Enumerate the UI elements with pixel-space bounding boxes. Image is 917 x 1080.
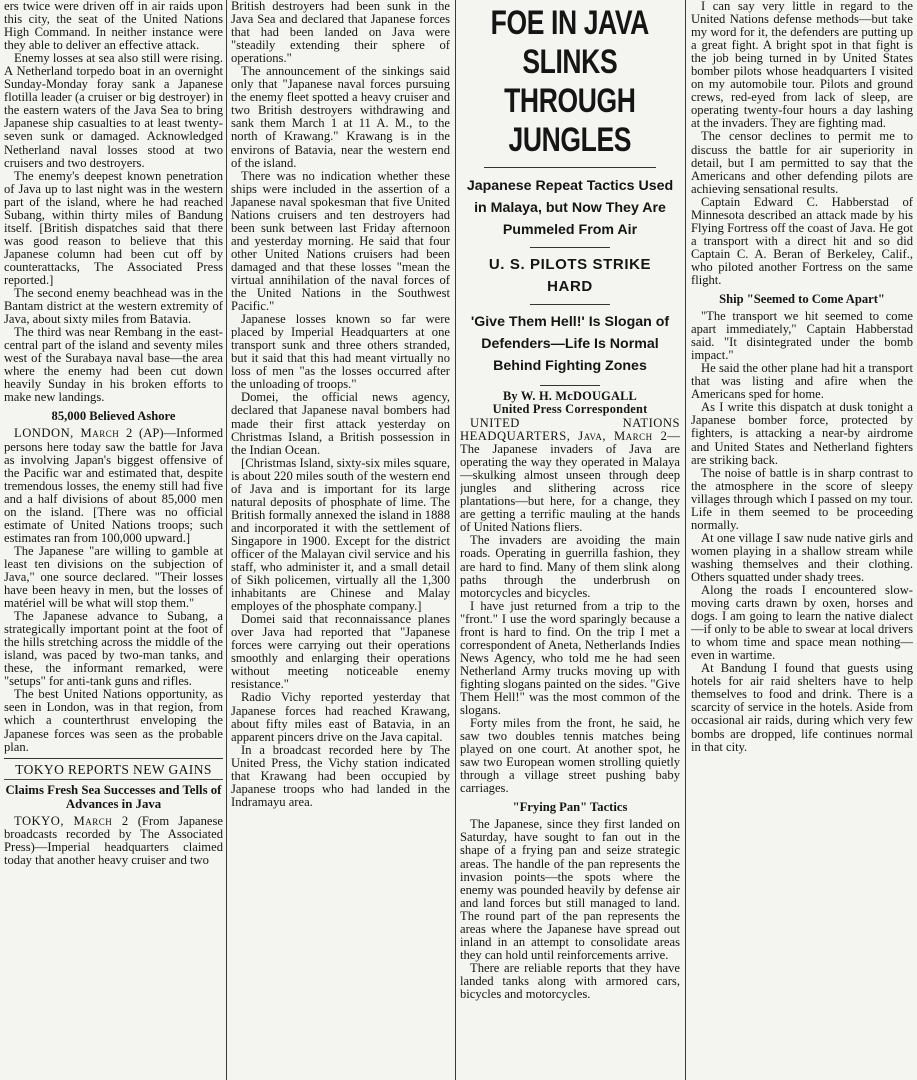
paragraph: He said the other plane had hit a transport that was listing and afire when the Americans sped for home. xyxy=(691,361,913,402)
paragraph: Domei said that reconnaissance planes over Java had reported that "Japanese forces were carrying out their operations smoothly and enlarging their operations without meeting noticeable enemy resistance." xyxy=(231,612,450,692)
paragraph: The enemy's deepest known penetration of Java up to last night was in the western part of the island, where he had reached Subang, within thirty miles of Bandung itself. [British dispatches said that there was good reason to believe that this Japanese column had been cut off by counterattacks, The Associated Press reported.] xyxy=(4,168,223,287)
paragraph: Captain Edward C. Habberstad of Minnesota described an attack made by his Flying Fortress off the coast of Java. He got a transport with a direct hit and so did Captain C. A. Beran of Berkeley, Calif., who piloted another Fortress on the same flight. xyxy=(691,194,913,287)
divider xyxy=(530,304,610,305)
paragraph: The invaders are avoiding the main roads. Operating in guerrilla fashion, they are hard to find. Many of them slink along paths through the underbrush on motorcycles and bicycles. xyxy=(460,533,680,600)
deck-1: Japanese Repeat Tactics Used in Malaya, but Now They Are Pummeled From Air xyxy=(466,178,674,238)
section-headline: TOKYO REPORTS NEW GAINS xyxy=(4,758,223,777)
paragraph: I have just returned from a trip to the "front." I use the word sparingly because a front is hard to find. On the trip I met a correspondent of Aneta, Netherlands Indies News Agency, who told me he had seen Netherland Army trucks moving up with fighting slogans painted on the sides. "Give Them Hell!" was the most common of the slogans. xyxy=(460,598,680,718)
dateline-text: (From Japanese broadcasts recorded by The Associated Press)—Imperial headquarters claimed today that another heavy cruiser and two xyxy=(4,813,223,867)
paragraph: British destroyers had been sunk in the Java Sea and declared that Japanese forces that had been landed on Java were "steadily extending their sphere of operations." xyxy=(231,0,450,66)
dateline-text: —The Japanese invaders of Java are operating the way they operated in Malaya—skulking almost unseen through deep jungles and slithering across rice plantations—but here, for a change, they are getting a terrific mauling at the hands of United Nations fliers. xyxy=(460,429,680,535)
paragraph: There was no indication whether these ships were included in the assertion of a Japanese naval spokesman that five United Nations cruisers and ten destroyers had been sunk between last Friday afternoon and yesterday morning. He said that four other United Nations cruisers had been damaged and that these losses "mean the virtual annihilation of the naval forces of the United Nations in the Southwest Pacific." xyxy=(231,168,450,314)
column-rule xyxy=(226,0,227,1080)
paragraph: "The transport we hit seemed to come apart immediately," Captain Habberstad said. "It disintegrated under the bomb impact." xyxy=(691,309,913,363)
dateline-paragraph xyxy=(4,427,223,544)
divider xyxy=(484,167,656,168)
paragraph: There are reliable reports that they have landed tanks along with armored cars, bicycles and motorcycles. xyxy=(460,960,680,1001)
paragraph: Domei, the official news agency, declared that Japanese naval bombers had made their first attack yesterday on Christmas Island, a British possession in the Indian Ocean. xyxy=(231,390,450,457)
column-3 xyxy=(460,0,680,1080)
column-2 xyxy=(231,0,450,1080)
paragraph: ers twice were driven off in air raids upon this city, the seat of the United Nations High Command. In neither instance were they able to deliver an effective attack. xyxy=(4,0,223,53)
paragraph: The Japanese advance to Subang, a strategically important point at the foot of the hills stretching across the middle of the island, was paced by two-man tanks, and these, the informant remarked, were "setups" for anti-tank guns and rifles. xyxy=(4,609,223,689)
byline: By W. H. McDOUGALL xyxy=(502,389,638,403)
dateline: TOKYO, March 2 xyxy=(14,813,129,828)
dateline: UNITED NATIONS HEADQUARTERS, Java, March 2 xyxy=(460,416,680,444)
column-1 xyxy=(4,0,223,1080)
paragraph: The Japanese, since they first landed on Saturday, have sought to fan out in the shape of a frying pan and seize strategic areas. The handle of the pan represents the invasion points—the spots where the enemy was pounded heavily by defense air and land forces but still managed to land. The round part of the pan represents the areas where the Japanese have spread out inland in an attempt to consolidate areas they can hold until reinforcements arrive. xyxy=(460,817,680,962)
dateline: LONDON, March 2 xyxy=(14,426,133,441)
paragraph: In a broadcast recorded here by The United Press, the Vichy station indicated that Krawang had been occupied by Japanese troops who had landed in the Indramayu area. xyxy=(231,742,450,809)
paragraph: As I write this dispatch at dusk tonight a Japanese bomber force, protected by fighters, is attacking a near-by airdrome and United States and Netherland fighters are striking back. xyxy=(691,400,913,467)
dateline-paragraph xyxy=(4,815,223,867)
paragraph: The second enemy beachhead was in the Bantam district at the western extremity of Java, about sixty miles from Batavia. xyxy=(4,286,223,327)
paragraph: The Japanese "are willing to gamble at least ten divisions on the subjection of Java," one source declared. "Their losses have been heavy in men, but the losses of matériel will be what will stop them." xyxy=(4,543,223,611)
paragraph: The censor declines to permit me to discuss the battle for air superiority in detail, but I am permitted to say that the Americans and other defending pilots are achieving sensational results. xyxy=(691,129,913,196)
paragraph: Forty miles from the front, he said, he saw two doubles tennis matches being played on one court. At another spot, he saw two European women strolling quietly through a village street pushing baby carriages. xyxy=(460,716,680,796)
paragraph: Along the roads I encountered slow-moving carts drawn by oxen, horses and dogs. I am going to learn the native dialect—if only to be able to swear at local drivers to whom time and space mean nothing—even in wartime. xyxy=(691,583,913,663)
column-4 xyxy=(691,0,913,1080)
subheading: 85,000 Believed Ashore xyxy=(51,409,176,424)
dateline-paragraph xyxy=(460,417,680,534)
divider xyxy=(530,247,610,248)
paragraph: I can say very little in regard to the United Nations defense methods—but take my word for it, the defenders are putting up a great fight. A bright spot in that fight is the job being turned in by United States bomber pilots whose headquarters I visited on my automobile tour. Pilots and ground crews, red-eyed from lack of sleep, are operating twenty-four hours a day lashing at the invaders. They are fighting mad. xyxy=(691,0,913,131)
subheading: "Frying Pan" Tactics xyxy=(512,800,628,815)
paragraph: Radio Vichy reported yesterday that Japanese forces had reached Krawang, about fifty miles east of Batavia, in an apparent pincers drive on the Java capital. xyxy=(231,690,450,744)
divider xyxy=(540,385,600,386)
paragraph: [Christmas Island, sixty-six miles square, is about 220 miles south of the western end of Java and is important for its large natural deposits of phosphate of lime. The British formally annexed the island in 1888 and incorporated it with the settlement of Singapore in 1900. Except for the district officer of the Malayan civil service and his staff, who administer it, and a small detail of Sikh policemen, virtually all the 1,300 inhabitants are Chinese and Malay employes of the phosphate company.] xyxy=(231,455,450,614)
main-headline: FOE IN JAVA SLINKS THROUGH JUNGLES xyxy=(490,4,650,159)
deck-2: U. S. PILOTS STRIKE HARD xyxy=(488,256,652,295)
paragraph: The best United Nations opportunity, as seen in London, was in that region, from which a counterthrust enveloping the Japanese forces was seen as the probable plan. xyxy=(4,687,223,754)
column-rule xyxy=(685,0,686,1080)
byline-affiliation: United Press Correspondent xyxy=(492,402,648,416)
paragraph: The announcement of the sinkings said only that "Japanese naval forces pursuing the enemy fleet spotted a heavy cruiser and two British destroyers withdrawing and sank them March 1 at 11 A. M., to the north of Krawang." Krawang is in the environs of Batavia, near the western end of the island. xyxy=(231,64,450,170)
section-subheadline: Claims Fresh Sea Successes and Tells of Advances in Java xyxy=(4,779,223,811)
paragraph: Enemy losses at sea also still were rising. A Netherland torpedo boat in an overnight Sunday-Monday foray sank a Japanese flotilla leader (a cruiser or big destroyer) in the eastern waters of the Java Sea to bring Japanese ship casualties to at least twenty-seven sunk or damaged. Acknowledged Netherland naval losses stood at two cruisers and two destroyers. xyxy=(4,51,223,170)
paragraph: At one village I saw nude native girls and women playing in a shallow stream while washing themselves and their clothing. Others squatted under shady trees. xyxy=(691,530,913,584)
paragraph: Japanese losses known so far were placed by Imperial Headquarters at one transport sunk and three others stranded, but it said that this had meant virtually no loss of men "as the losses occurred after the unloading of troops." xyxy=(231,312,450,392)
paragraph: At Bandung I found that guests using hotels for air raid shelters have to help themselves to food and drink. There is a scarcity of service in the hotels. Aside from occasional air raids, during which very few bombs are dropped, life continues normal in that city. xyxy=(691,661,913,754)
column-rule xyxy=(455,0,456,1080)
deck-3: 'Give Them Hell!' Is Slogan of Defenders—Life Is Normal Behind Fighting Zones xyxy=(470,314,670,374)
paragraph: The third was near Rembang in the east-central part of the island and seventy miles west of the Surabaya naval base—the area where the enemy had been cut down heavily Sunday in his broken efforts to make new landings. xyxy=(4,325,223,405)
paragraph: The noise of battle is in sharp contrast to the atmosphere in the score of sleepy villages through which I passed on my tour. Life in them seemed to be proceeding normally. xyxy=(691,465,913,532)
subheading: Ship "Seemed to Come Apart" xyxy=(719,292,885,307)
dateline-text: (AP)—Informed persons here today saw the battle for Java as involving Japan's biggest offensive of the Pacific war and estimated that, despite tremendous losses, the enemy still had five and a half divisions of about 85,000 men on the island. [There was no official estimate of United Nations troops; such estimates ran from 100,000 upward.] xyxy=(4,426,223,545)
